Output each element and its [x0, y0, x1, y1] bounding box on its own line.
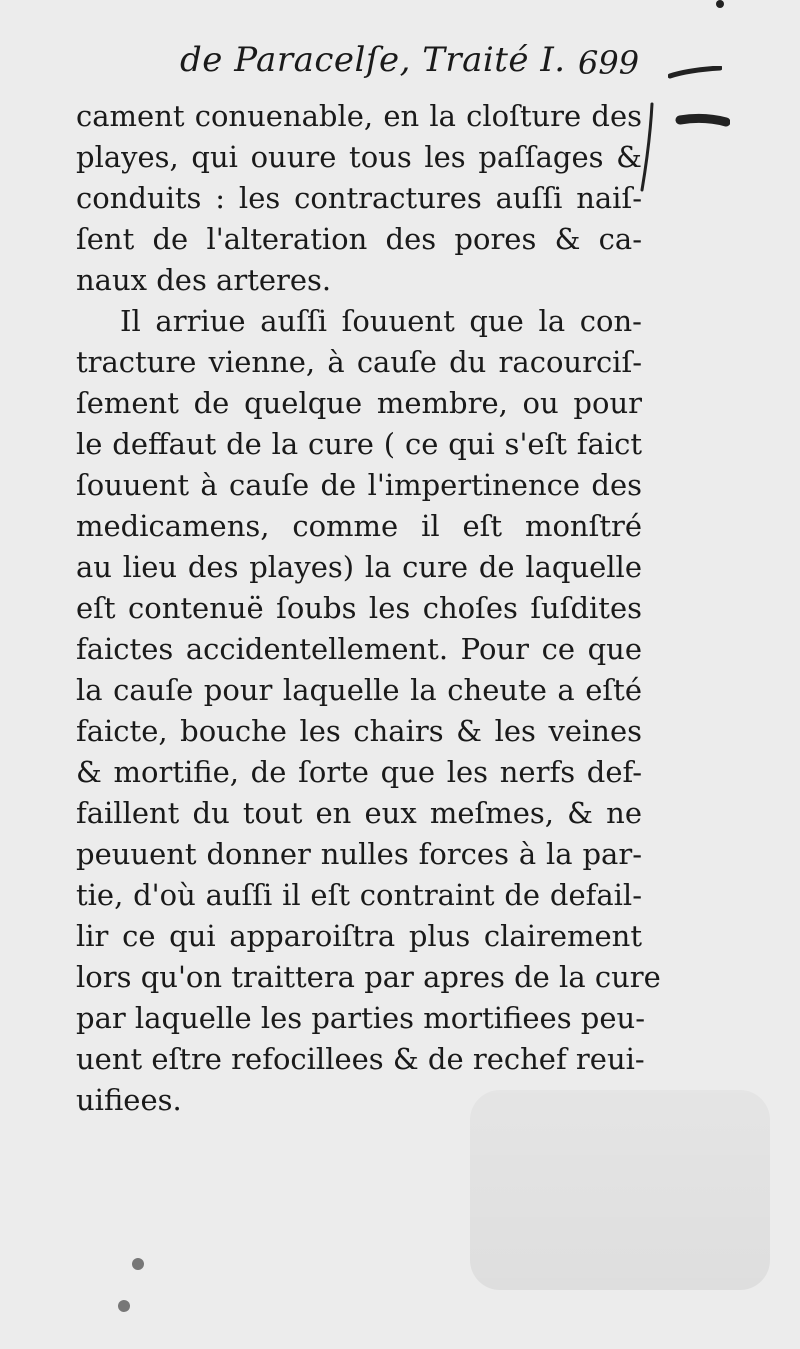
text-line: faictes accidentellement. Pour ce que	[76, 632, 642, 666]
text-line: conduits : les contractures auſſi naiſ-	[76, 181, 642, 215]
text-line: playes, qui ouure tous les paſſages &	[76, 140, 642, 174]
text-line: tracture vienne, à cauſe du racourciſ-	[76, 345, 642, 379]
text-line: cament conuenable, en la cloſture des	[76, 99, 642, 133]
text-line: faillent du tout en eux meſmes, & ne	[76, 796, 642, 830]
text-line: lir ce qui apparoiſtra plus clairement	[76, 919, 642, 953]
ink-speck	[132, 1258, 144, 1270]
text-line: uifiees.	[76, 1083, 182, 1117]
text-line: & mortifie, de ſorte que les nerfs def-	[76, 755, 642, 789]
text-line: lors qu'on traittera par apres de la cure	[76, 960, 661, 994]
ink-dash-mark	[668, 66, 722, 82]
text-line: uent eſtre refocillees & de rechef reui-	[76, 1042, 645, 1076]
text-line: naux des arteres.	[76, 263, 332, 297]
text-line: medicamens, comme il eſt monſtré	[76, 509, 642, 543]
text-line: la cauſe pour laquelle la cheute a eſté	[76, 673, 642, 707]
text-line: peuuent donner nulles forces à la par-	[76, 837, 642, 871]
text-line: ſement de quelque membre, ou pour	[76, 386, 642, 420]
page-number: 699	[578, 44, 640, 82]
ink-speck	[118, 1300, 130, 1312]
text-line: au lieu des playes) la cure de laquelle	[76, 550, 642, 584]
text-line: par laquelle les parties mortifiees peu-	[76, 1001, 645, 1035]
ink-bracket-mark	[640, 102, 730, 192]
text-line: Il arriue auſſi ſouuent que la con-	[120, 304, 642, 338]
text-line: tie, d'où auſſi il eſt contraint de defail-	[76, 878, 642, 912]
text-line: faicte, bouche les chairs & les veines	[76, 714, 642, 748]
text-line: ſouuent à cauſe de l'impertinence des	[76, 468, 642, 502]
text-line: eſt contenuë ſoubs les choſes ſuſdites	[76, 591, 642, 625]
page-text	[76, 96, 661, 1121]
ink-speck	[716, 0, 724, 8]
text-line: le deffaut de la cure ( ce qui s'eſt faict	[76, 427, 642, 461]
running-title: de Paracelſe, Traité I.	[180, 40, 566, 80]
text-line: ſent de l'alteration des pores & ca-	[76, 222, 642, 256]
